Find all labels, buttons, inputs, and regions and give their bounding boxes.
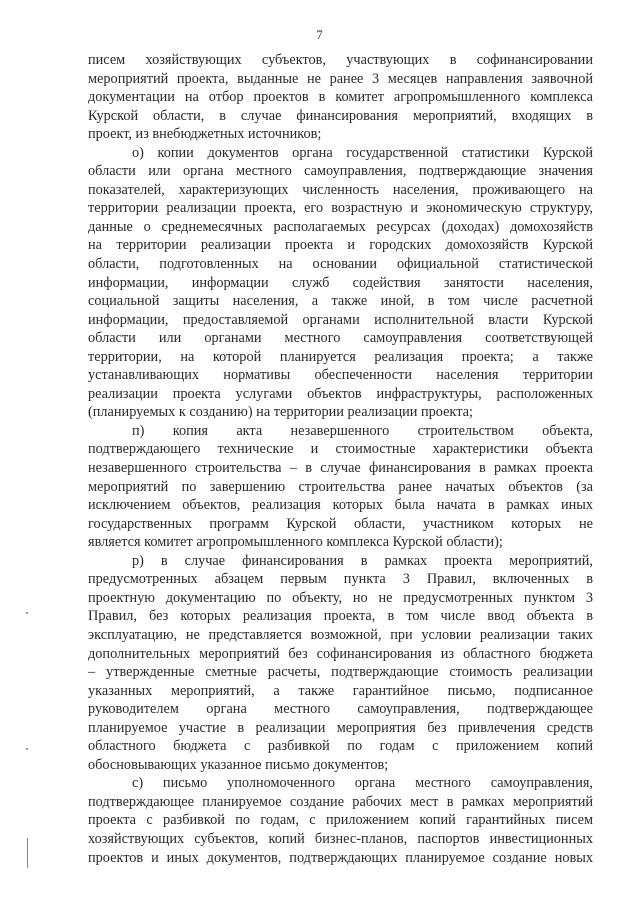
text-line: – утвержденные сметные расчеты, подтверждающие стоимость реализации: [88, 664, 593, 681]
text-line: хозяйствующих субъектов, копий бизнес-планов, паспортов инвестиционных: [88, 830, 593, 847]
document-body: [88, 51, 593, 867]
text-line: р) в случае финансирования в рамках проекта мероприятий,: [132, 552, 593, 569]
text-line: проекта с разбивкой по годам, с приложением копий гарантийных писем: [88, 812, 593, 829]
text-line: социальной защиты населения, а также иной, в том числе расчетной: [88, 293, 593, 310]
text-line: незавершенного строительства – в случае финансирования в рамках проекта: [88, 460, 593, 477]
text-line: планируемое участие в реализации мероприятия без привлечения средств: [88, 719, 593, 736]
text-line: проект, из внебюджетных источников;: [88, 126, 322, 143]
text-line: обосновывающих указанное письмо документов;: [88, 756, 389, 773]
scan-margin-mark: [27, 838, 28, 868]
text-line: территории реализации проекта, его возрастную и экономическую структуру,: [88, 200, 593, 217]
scan-margin-dot: [26, 748, 28, 750]
text-line: указанных мероприятий, а также гарантийное письмо, подписанное: [88, 682, 593, 699]
text-line: информации, предоставляемой органами исполнительной власти Курской: [88, 311, 593, 328]
text-line: п) копия акта незавершенного строительством объекта,: [132, 422, 593, 439]
text-line: реализации проекта услугами объектов инфраструктуры, расположенных: [88, 385, 593, 402]
text-line: подтверждающего технические и стоимостные характеристики объекта: [88, 441, 593, 458]
text-line: мероприятий проекта, выданные не ранее 3 месяцев направления заявочной: [88, 70, 593, 87]
text-line: (планируемых к созданию) на территории реализации проекта;: [88, 404, 473, 421]
text-line: эксплуатацию, не представляется возможной, при условии реализации таких: [88, 626, 593, 643]
scan-margin-dot: [26, 612, 28, 614]
text-line: области или органами местного самоуправления соответствующей: [88, 330, 593, 347]
text-line: мероприятий по завершению строительства ранее начатых объектов (за: [88, 478, 593, 495]
text-line: на территории реализации проекта и городских домохозяйств Курской: [88, 237, 593, 254]
text-line: территории, на которой планируется реализация проекта; а также: [88, 348, 593, 365]
text-line: предусмотренных абзацем первым пункта 3 Правил, включенных в: [88, 571, 593, 588]
text-line: исключением объектов, реализация которых была начата в рамках иных: [88, 497, 593, 514]
text-line: показателей, характеризующих численность населения, проживающего на: [88, 181, 593, 198]
text-line: с) письмо уполномоченного органа местного самоуправления,: [132, 775, 593, 792]
text-line: является комитет агропромышленного комплекса Курской области);: [88, 534, 503, 551]
text-line: области, подготовленных на основании официальной статистической: [88, 256, 593, 273]
text-line: областного бюджета с разбивкой по годам с приложением копий: [88, 738, 593, 755]
text-line: государственных программ Курской области, участником которых не: [88, 515, 593, 532]
text-line: информации, информации служб содействия занятости населения,: [88, 274, 593, 291]
text-line: области или органа местного самоуправления, подтверждающие значения: [88, 163, 593, 180]
page-number: 7: [316, 28, 323, 42]
text-line: подтверждающее планируемое создание рабочих мест в рамках мероприятий: [88, 793, 593, 810]
text-line: руководителем органа местного самоуправления, подтверждающее: [88, 701, 593, 718]
text-line: устанавливающих нормативы обеспеченности населения территории: [88, 367, 593, 384]
text-line: Курской области, в случае финансирования мероприятий, входящих в: [88, 107, 593, 124]
text-line: данные о среднемесячных располагаемых ресурсах (доходах) домохозяйств: [88, 218, 593, 235]
text-line: проектов и иных документов, подтверждающих планируемое создание новых: [88, 849, 593, 866]
text-line: проектную документацию по объекту, но не предусмотренных пунктом 3: [88, 589, 593, 606]
text-line: документации на отбор проектов в комитет агропромышленного комплекса: [88, 89, 593, 106]
text-line: о) копии документов органа государственной статистики Курской: [132, 144, 593, 161]
text-line: писем хозяйствующих субъектов, участвующих в софинансировании: [88, 52, 593, 68]
text-line: дополнительных мероприятий без софинансирования из областного бюджета: [88, 645, 593, 662]
text-line: Правил, без которых реализация проекта, в том числе ввод объекта в: [88, 608, 593, 625]
